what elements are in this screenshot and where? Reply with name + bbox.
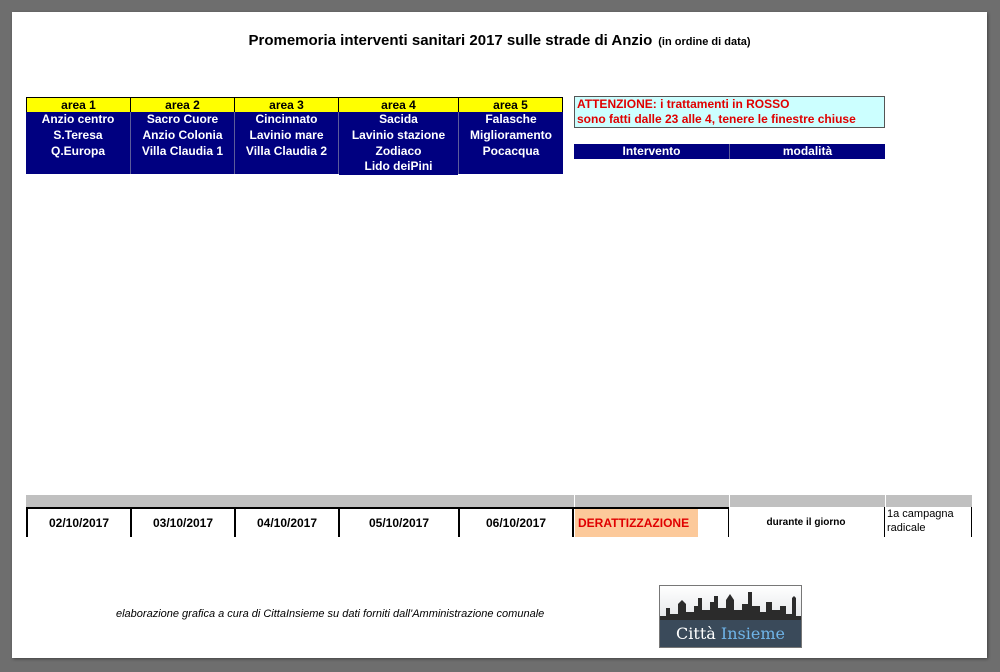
attention-box: [574, 96, 885, 128]
date-cell-area-2: 03/10/2017: [130, 507, 236, 537]
area-5-header: area 5: [458, 97, 563, 113]
area-5-item: Pocacqua: [459, 144, 563, 160]
attention-line-2: sono fatti dalle 23 alle 4, tenere le finestre chiuse: [577, 112, 856, 126]
area-1-item: Anzio centro: [26, 112, 130, 128]
area-4-item: Sacida: [339, 112, 458, 128]
document-page: [12, 12, 987, 658]
date-cell-area-3: 04/10/2017: [234, 507, 340, 537]
area-3-item: Villa Claudia 2: [235, 144, 338, 160]
intervento-header: Intervento: [574, 144, 729, 159]
area-5-item: Miglioramento: [459, 128, 563, 144]
date-cell-area-4: 05/10/2017: [338, 507, 460, 537]
modalita-header: modalità: [729, 144, 885, 159]
area-4-item: Lavinio stazione: [339, 128, 458, 144]
area-2-item: Villa Claudia 1: [131, 144, 234, 160]
date-cell-area-1: 02/10/2017: [26, 507, 132, 537]
area-5-item: Falasche: [459, 112, 563, 128]
area-3-header: area 3: [234, 97, 339, 113]
title-text: Promemoria interventi sanitari 2017 sulle strade di Anzio: [248, 32, 653, 49]
area-1-item: S.Teresa: [26, 128, 130, 144]
footer-credit: elaborazione grafica a cura di CittaInsieme su dati forniti dall'Amministrazione comunale: [116, 608, 545, 620]
area-4-item: Zodiaco: [339, 144, 458, 160]
subtitle-text: (in ordine di data): [658, 36, 751, 48]
modalita-value: durante il giorno: [766, 517, 846, 528]
area-3-item: Lavinio mare: [235, 128, 338, 144]
logo-text: Città Insieme: [676, 624, 785, 643]
date-cell-area-5: 06/10/2017: [458, 507, 574, 537]
area-4-item: Lido deiPini: [339, 159, 458, 175]
area-2-item: Sacro Cuore: [131, 112, 234, 128]
page-title: [12, 32, 987, 49]
citta-insieme-logo: [659, 585, 802, 648]
grey-separator-row: [26, 495, 972, 507]
note-value: 1a campagna radicale: [887, 508, 954, 534]
area-2-header: area 2: [130, 97, 235, 113]
attention-line-1: ATTENZIONE: i trattamenti in ROSSO: [577, 97, 790, 111]
intervento-value: DERATTIZZAZIONE: [575, 509, 698, 537]
area-1-header: area 1: [26, 97, 131, 113]
area-4-header: area 4: [338, 97, 459, 113]
area-1-item: Q.Europa: [26, 144, 130, 160]
area-3-item: Cincinnato: [235, 112, 338, 128]
area-2-item: Anzio Colonia: [131, 128, 234, 144]
